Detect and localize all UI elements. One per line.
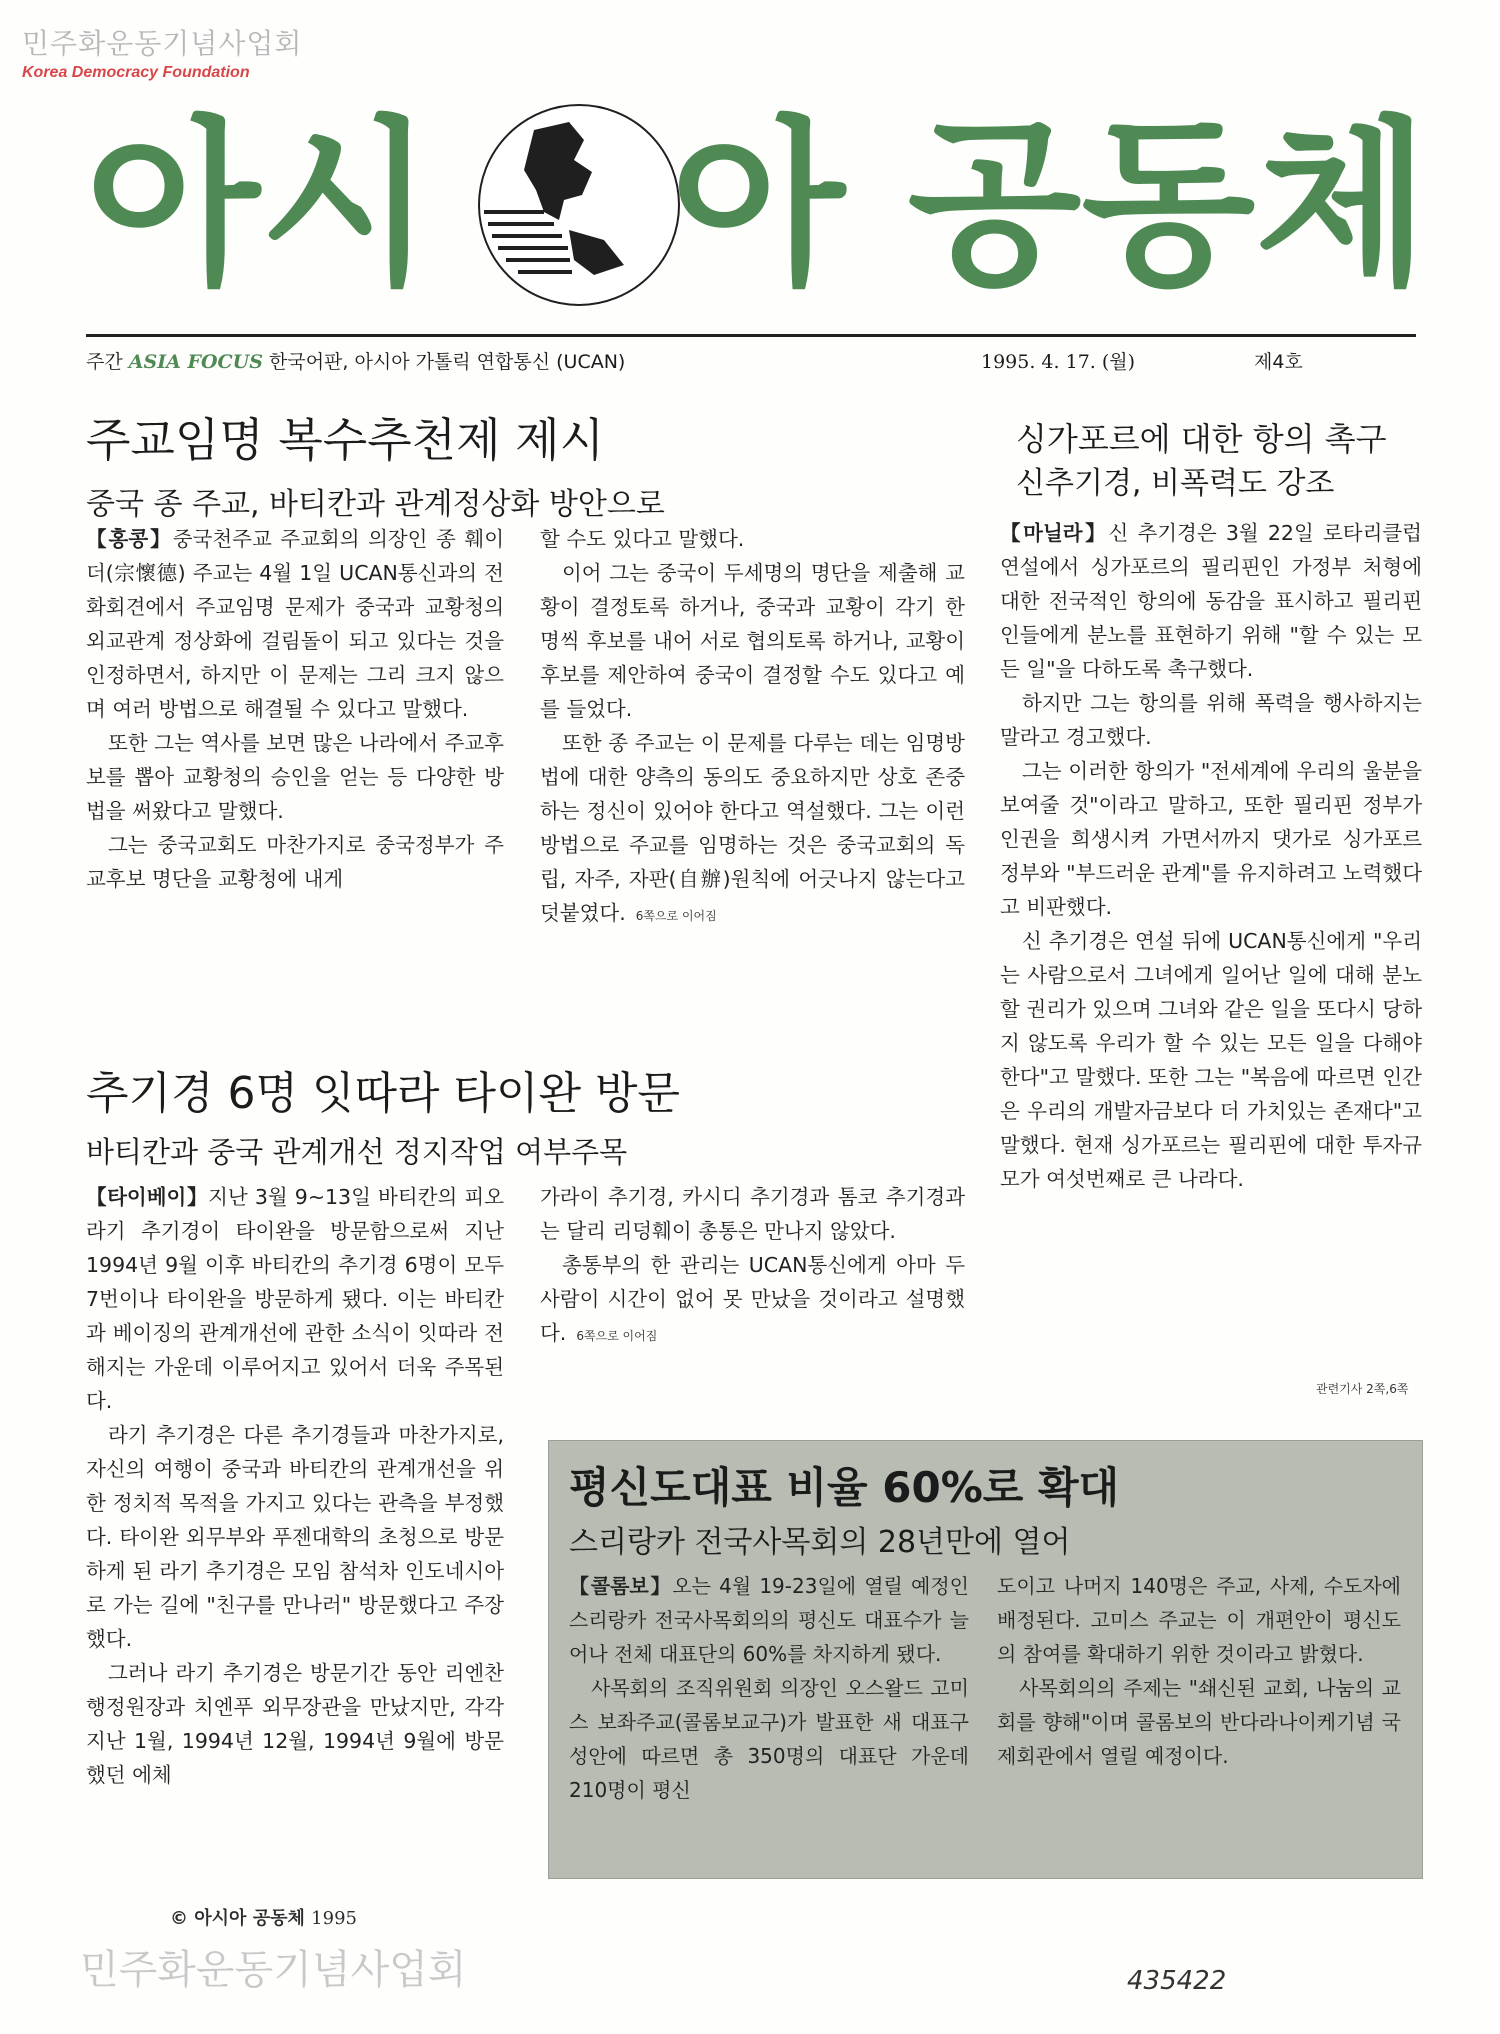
article2-subtitle: 바티칸과 중국 관계개선 정지작업 여부주목 <box>86 1135 628 1169</box>
article3-paragraph: 신 추기경은 연설 뒤에 UCAN통신에게 "우리는 사람으로서 그녀에게 일어난 일에 대해 분노할 권리가 있으며 그녀와 같은 일을 또다시 당하지 않도록 우리가 할 수 있는 모든 일을 다해야 한다"고 말했다. 또한 그는 "복음에 따르면 인간은 우리의 개발자금보다 더 가치있는 존재다"고 말했다. 현재 싱가포르는 필리핀에 대한 투자규모가 여섯번째로 큰 나라다. <box>1000 929 1422 1191</box>
article2-paragraph: 【타이베이】지난 3월 9~13일 바티칸의 피오 라기 추기경이 타이완을 방문함으로써 지난 1994년 9월 이후 바티칸의 추기경 6명이 모두 7번이나 타이완을 방문하게 됐다. 이는 바티칸과 베이징의 관계개선에 관한 소식이 잇따라 전해지는 가운데 이루어지고 있어서 더욱 주목된다. <box>86 1185 504 1413</box>
article1-subtitle: 중국 종 주교, 바티칸과 관계정상화 방안으로 <box>86 487 665 522</box>
masthead-bar <box>86 334 1416 374</box>
article2-paragraph: 그러나 라기 추기경은 방문기간 동안 리엔찬 행정원장과 치엔푸 외무장관을 만났지만, 각각 지난 1월, 1994년 12월, 1994년 9월에 방문했던 에체 <box>86 1661 504 1787</box>
copyright-year: 1995 <box>311 1908 357 1929</box>
article4-paragraph: 도이고 나머지 140명은 주교, 사제, 수도자에 배정된다. 고미스 주교는 이 개편안이 평신도의 참여를 확대하기 위한 것이라고 밝혔다. <box>997 1574 1401 1666</box>
watermark-bottom: 민주화운동기념사업회 <box>80 1947 467 1993</box>
article1-paragraph: 할 수도 있다고 말했다. <box>540 527 745 551</box>
article4-title: 평신도대표 비율 60%로 확대 <box>569 1463 1120 1512</box>
article1-paragraph: 【홍콩】중국천주교 주교회의 의장인 종 훼이더(宗懷德) 주교는 4월 1일 UCAN통신과의 전화회견에서 주교임명 문제가 중국과 교황청의 외교관계 정상화에 걸림돌이 되고 있다는 것을 인정하면서, 하지만 이 문제는 그리 크지 않으며 여러 방법으로 해결될 수 있다고 말했다. <box>86 527 504 721</box>
article4-column1 <box>569 1569 969 1807</box>
article3-dateline: 【마닐라】 <box>1000 521 1109 545</box>
article1-paragraph: 이어 그는 중국이 두세명의 명단을 제출해 교황이 결정토록 하거나, 중국과 교황이 각기 한 명씩 후보를 내어 서로 협의토록 하거나, 교황이 후보를 제안하여 중국이 결정할 수도 있다고 예를 들었다. <box>540 561 965 721</box>
article1-column2 <box>540 522 965 933</box>
article2-paragraph: 가라이 추기경, 카시디 추기경과 톰코 추기경과는 달리 리덩훼이 총통은 만나지 않았다. <box>540 1185 965 1243</box>
article1-title: 주교임명 복수추천제 제시 <box>86 413 605 467</box>
masthead-publisher: 한국어판, 아시아 가톨릭 연합통신 (UCAN) <box>268 351 626 373</box>
issue-date: 1995. 4. 17. (월) <box>981 351 1136 373</box>
article2-paragraph: 라기 추기경은 다른 추기경들과 마찬가지로, 자신의 여행이 중국과 바티칸의 관계개선을 위한 정치적 목적을 가지고 있다는 관측을 부정했다. 타이완 외무부와 푸젠대학의 초청으로 방문하게 된 라기 추기경은 모임 참석차 인도네시아로 가는 길에 "친구를 만나러" 방문했다고 주장했다. <box>86 1423 504 1651</box>
article1-paragraph: 또한 그는 역사를 보면 많은 나라에서 주교후보를 뽑아 교황청의 승인을 얻는 등 다양한 방법을 써왔다고 말했다. <box>86 731 504 823</box>
article2-dateline: 【타이베이】 <box>86 1185 209 1209</box>
article3-column <box>1000 516 1422 1196</box>
masthead-weekly: 주간 <box>86 351 123 373</box>
article2-column1 <box>86 1180 504 1792</box>
article4-box <box>548 1440 1423 1879</box>
article2-paragraph: 총통부의 한 관리는 UCAN통신에게 아마 두 사람이 시간이 없어 못 만났을 것이라고 설명했다. 6쪽으로 이어짐 <box>540 1253 965 1345</box>
article2-title: 추기경 6명 잇따라 타이완 방문 <box>86 1068 680 1119</box>
article1-continued: 6쪽으로 이어짐 <box>635 909 717 923</box>
watermark-english: Korea Democracy Foundation <box>22 64 250 81</box>
article3-paragraph: 그는 이러한 항의가 "전세계에 우리의 울분을 보여줄 것"이라고 말하고, 또한 필리핀 정부가 인권을 희생시켜 가면서까지 댓가로 싱가포르정부와 "부드러운 관계"를 유지하려고 노력했다고 비판했다. <box>1000 759 1422 919</box>
article3-paragraph: 하지만 그는 항의를 위해 폭력을 행사하지는 말라고 경고했다. <box>1000 691 1422 749</box>
watermark-korean: 민주화운동기념사업회 <box>22 27 303 60</box>
article1-dateline: 【홍콩】 <box>86 527 173 551</box>
article3-subtitle: 신추기경, 비폭력도 강조 <box>1016 466 1335 501</box>
logo-text-right: 아 공동체 <box>671 101 1430 310</box>
article4-paragraph: 사목회의의 주제는 "쇄신된 교회, 나눔의 교회를 향해"이며 콜롬보의 반다라나이케기념 국제회관에서 열릴 예정이다. <box>997 1676 1401 1768</box>
article4-subtitle: 스리랑카 전국사목회의 28년만에 열어 <box>569 1525 1071 1560</box>
article4-dateline: 【콜롬보】 <box>569 1574 673 1598</box>
copyright-name: 아시아 공동체 <box>194 1908 305 1929</box>
article2-continued: 6쪽으로 이어짐 <box>576 1329 658 1343</box>
article1-paragraph: 또한 종 주교는 이 문제를 다루는 데는 임명방법에 대한 양측의 동의도 중요하지만 상호 존중하는 정신이 있어야 한다고 역설했다. 그는 이런 방법으로 주교를 임명하는 것은 중국교회의 독립, 자주, 자판(自辦)원칙에 어긋나지 않는다고 덧붙였다. 6쪽으로 이어짐 <box>540 731 965 925</box>
article4-column2 <box>997 1569 1401 1773</box>
article1-paragraph: 그는 중국교회도 마찬가지로 중국정부가 주교후보 명단을 교황청에 내게 <box>86 833 504 891</box>
globe-icon <box>474 100 684 310</box>
article4-paragraph: 【콜롬보】오는 4월 19-23일에 열릴 예정인 스리랑카 전국사목회의의 평신도 대표수가 늘어나 전체 대표단의 60%를 차지하게 됐다. <box>569 1574 969 1666</box>
copyright-symbol: © <box>170 1908 188 1929</box>
article4-paragraph: 사목회의 조직위원회 의장인 오스왈드 고미스 보좌주교(콜롬보교구)가 발표한 새 대표구성안에 따르면 총 350명의 대표단 가운데 210명이 평신 <box>569 1676 969 1802</box>
article2-column2 <box>540 1180 965 1353</box>
logo-text-left: 아시 <box>86 101 434 310</box>
article3-title: 싱가포르에 대한 항의 촉구 <box>1016 420 1387 458</box>
article3-related-note: 관련기사 2쪽,6쪽 <box>1316 1382 1409 1396</box>
masthead-focus: ASIA FOCUS <box>128 351 263 373</box>
newspaper-logo <box>86 101 1430 310</box>
copyright-line <box>170 1904 357 1930</box>
article1-column1 <box>86 522 504 896</box>
article3-paragraph: 【마닐라】신 추기경은 3월 22일 로타리클럽 연설에서 싱가포르의 필리핀인 가정부 처형에 대한 전국적인 항의에 동감을 표시하고 필리핀인들에게 분노를 표현하기 위해 "할 수 있는 모든 일"을 다하도록 촉구했다. <box>1000 521 1422 681</box>
handwritten-number: 435422 <box>1127 1966 1227 1996</box>
issue-number: 제4호 <box>1254 351 1303 373</box>
